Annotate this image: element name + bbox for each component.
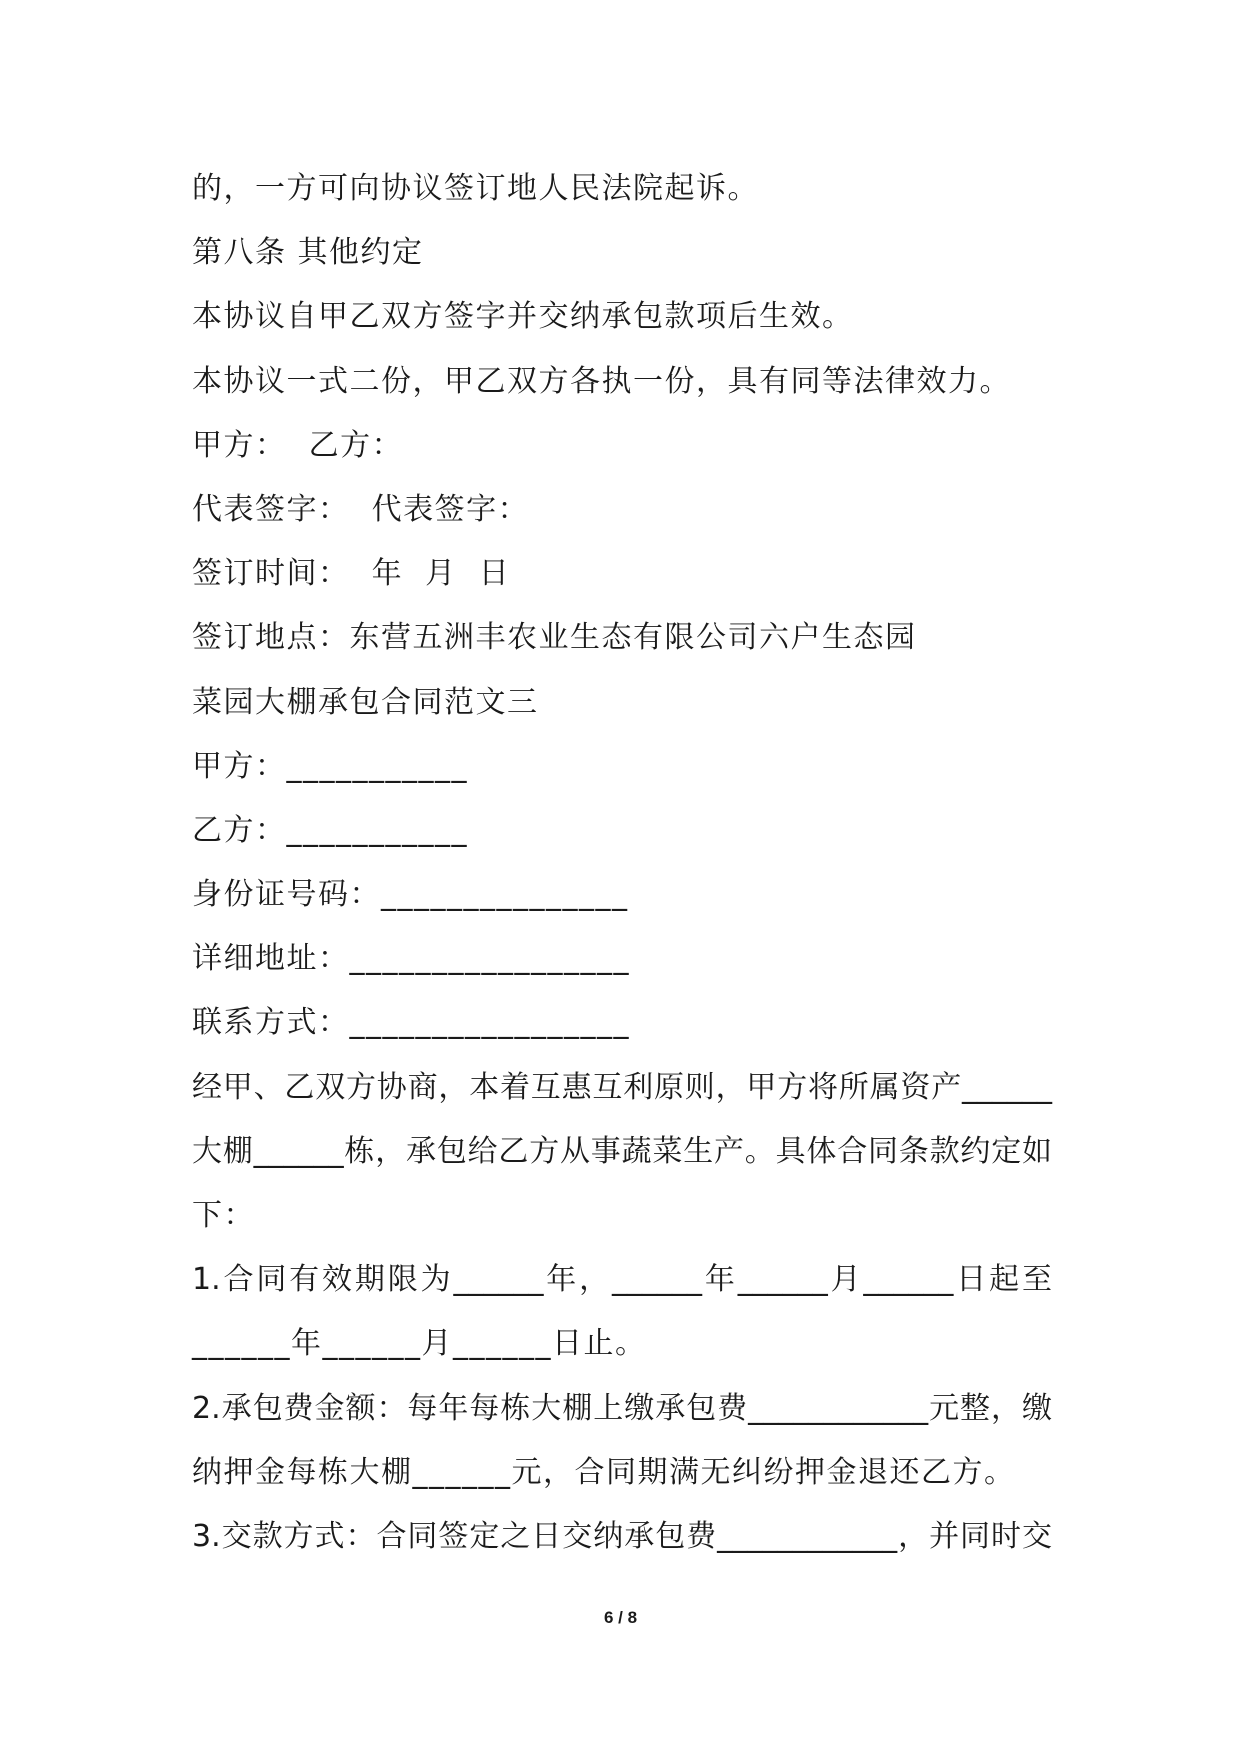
text-line: 下：	[192, 1198, 255, 1233]
party-b-field: 乙方：___________	[192, 812, 468, 848]
clause-line: 3.交款方式：合同签定之日交纳承包费____________，并同时交	[192, 1518, 1052, 1554]
contact-field: 联系方式：_________________	[192, 1005, 630, 1041]
clause-line: 纳押金每栋大棚______元，合同期满无纠纷押金退还乙方。	[192, 1454, 1016, 1490]
text-line: 本协议自甲乙双方签字并交纳承包款项后生效。	[192, 299, 854, 335]
text-line: 本协议一式二份，甲乙双方各执一份，具有同等法律效力。	[192, 363, 1011, 399]
document-body	[192, 157, 1052, 1569]
page-number: 6 / 8	[603, 1608, 638, 1627]
signature-line: 代表签字： 代表签字：	[192, 491, 530, 527]
clause-line: 1.合同有效期限为______年，______年______月______日起至	[192, 1262, 1052, 1298]
text-line: 的，一方可向协议签订地人民法院起诉。	[192, 171, 759, 206]
text-line: 经甲、乙双方协商，本着互惠互利原则，甲方将所属资产______	[192, 1069, 1052, 1105]
text-line: 大棚______栋，承包给乙方从事蔬菜生产。具体合同条款约定如	[192, 1133, 1052, 1169]
id-number-field: 身份证号码：_______________	[192, 877, 629, 913]
party-a-field: 甲方：___________	[192, 748, 468, 784]
section-heading: 第八条 其他约定	[192, 235, 424, 271]
date-line: 签订时间： 年 月 日	[192, 556, 511, 592]
clause-line: 2.承包费金额：每年每栋大棚上缴承包费____________元整，缴	[192, 1390, 1052, 1426]
location-line: 签订地点：东营五洲丰农业生态有限公司六户生态园	[192, 620, 917, 656]
document-title: 菜园大棚承包合同范文三	[192, 684, 539, 720]
clause-line: ______年______月______日止。	[192, 1326, 647, 1362]
party-line: 甲方： 乙方：	[192, 427, 404, 463]
address-field: 详细地址：_________________	[192, 941, 630, 977]
